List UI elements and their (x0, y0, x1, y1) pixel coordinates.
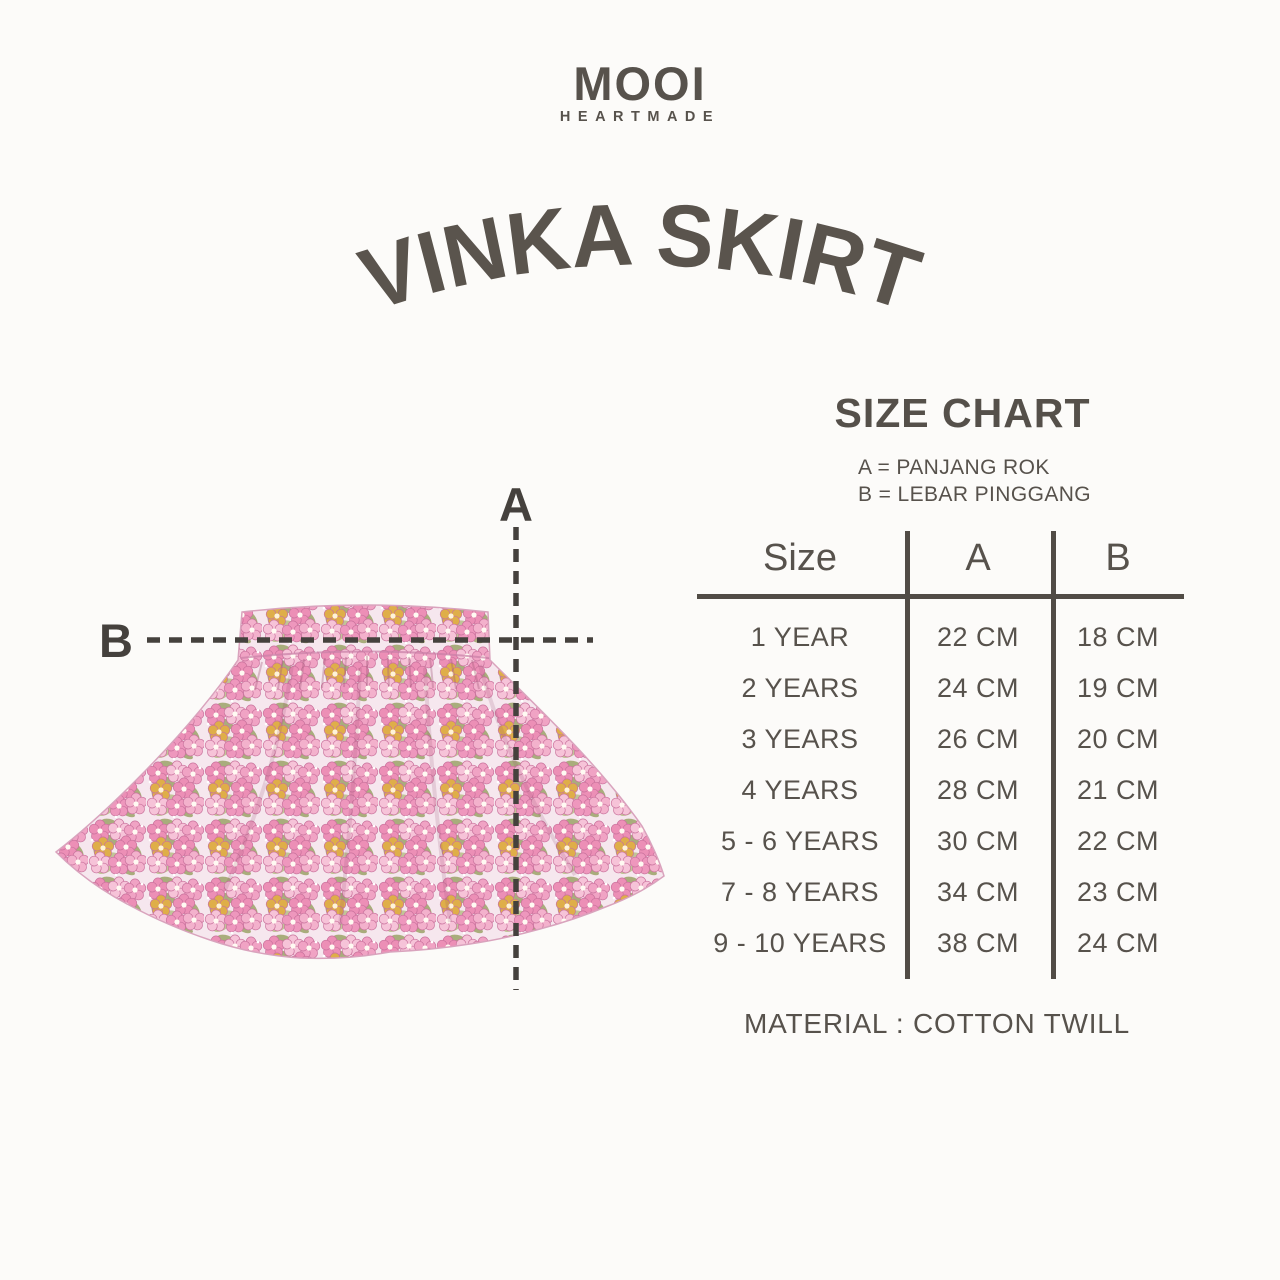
a-cell: 26 CM (936, 724, 1020, 754)
table-header-size: Size (763, 536, 837, 579)
brand-tagline: HEARTMADE (559, 109, 721, 125)
material-note: MATERIAL : COTTON TWILL (743, 1008, 1131, 1039)
a-cell: 38 CM (936, 928, 1020, 958)
size-cell: 2 YEARS (741, 673, 859, 703)
skirt-diagram (30, 470, 680, 1030)
size-cell: 1 YEAR (750, 622, 850, 652)
a-cell: 28 CM (936, 775, 1020, 805)
table-header-a: A (965, 536, 991, 579)
table-header-b: B (1105, 536, 1131, 579)
table-header-rule (697, 594, 1184, 599)
b-cell: 20 CM (1076, 724, 1160, 754)
table-row (695, 867, 1185, 918)
size-table-body (695, 612, 1185, 969)
b-cell: 19 CM (1076, 673, 1160, 703)
size-cell: 3 YEARS (741, 724, 859, 754)
a-cell: 22 CM (936, 622, 1020, 652)
size-cell: 9 - 10 YEARS (713, 928, 887, 958)
table-row (695, 612, 1185, 663)
table-row (695, 714, 1185, 765)
table-row (695, 816, 1185, 867)
legend-line-b: B = LEBAR PINGGANG (858, 483, 1092, 506)
size-chart-legend (858, 454, 1091, 508)
brand-name: MOOI (573, 57, 707, 110)
b-cell: 22 CM (1076, 826, 1160, 856)
svg-text:VINKA SKIRT (349, 185, 932, 330)
skirt-illustration (56, 605, 664, 958)
product-title-arc (330, 176, 950, 336)
legend-line-a: A = PANJANG ROK (858, 456, 1050, 479)
b-cell: 23 CM (1076, 877, 1160, 907)
size-chart-heading: SIZE CHART (834, 390, 1091, 436)
table-row (695, 663, 1185, 714)
b-cell: 21 CM (1076, 775, 1160, 805)
a-cell: 30 CM (936, 826, 1020, 856)
measure-label-a: A (499, 478, 533, 531)
brand-logo (0, 57, 1280, 125)
size-cell: 4 YEARS (741, 775, 859, 805)
size-table-header (695, 524, 1185, 592)
measure-label-b: B (99, 614, 133, 667)
a-cell: 34 CM (936, 877, 1020, 907)
table-row (695, 918, 1185, 969)
table-row (695, 765, 1185, 816)
product-title: VINKA SKIRT (348, 184, 933, 330)
size-cell: 5 - 6 YEARS (720, 826, 880, 856)
size-cell: 7 - 8 YEARS (720, 877, 880, 907)
a-cell: 24 CM (936, 673, 1020, 703)
b-cell: 18 CM (1076, 622, 1160, 652)
b-cell: 24 CM (1076, 928, 1160, 958)
